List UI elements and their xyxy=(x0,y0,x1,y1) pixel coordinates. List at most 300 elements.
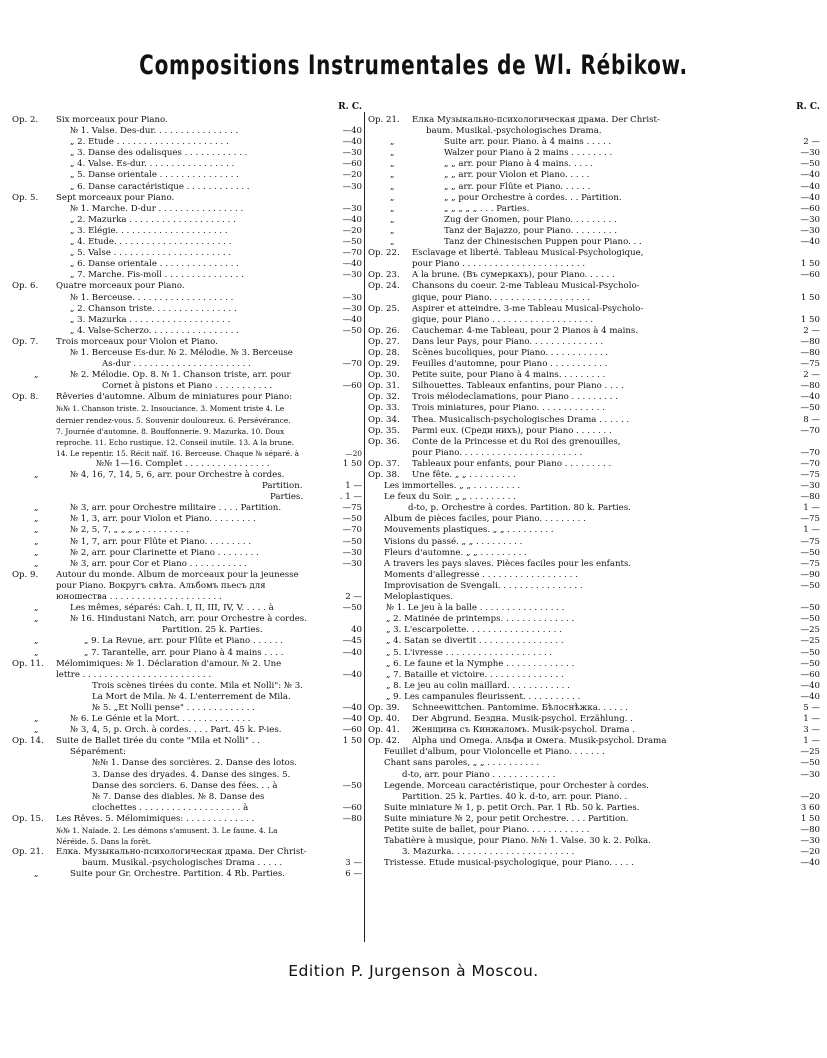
opus-number: Op. 41. xyxy=(368,725,400,736)
catalog-entry xyxy=(368,703,820,714)
entry-price: 1 50 xyxy=(800,314,820,325)
catalog-entry xyxy=(368,825,820,836)
catalog-entry xyxy=(12,259,362,270)
entry-price: —50 xyxy=(800,647,820,658)
entry-price: —30 xyxy=(800,148,820,159)
catalog-entry xyxy=(368,448,820,459)
entry-title: Petite suite, pour Piano à 4 mains. . . . . . . . . xyxy=(412,370,606,381)
opus-number: Op. 32. xyxy=(368,392,400,403)
catalog-entry xyxy=(12,226,362,237)
entry-price: —60 xyxy=(342,159,362,170)
entry-title: Chansons du coeur. 2-me Tableau Musical-Psycholo- xyxy=(412,281,640,292)
entry-price: —70 xyxy=(800,458,820,469)
entry-title: „ 5. L'ivresse . . . . . . . . . . . . . . . . . . . . xyxy=(386,647,553,658)
entry-price: —80 xyxy=(342,813,362,824)
catalog-entry xyxy=(368,503,820,514)
opus-number: Op. 30. xyxy=(368,370,400,381)
entry-title: reproche. 11. Echo rustique. 12. Conseil inutile. 13. A la brune. xyxy=(56,437,295,447)
opus-number: Op. 6. xyxy=(12,281,39,292)
entry-price: —20 xyxy=(342,225,362,236)
entry-title: Séparément: xyxy=(70,747,126,758)
catalog-entry xyxy=(368,481,820,492)
catalog-entry xyxy=(12,170,362,181)
catalog-entry xyxy=(368,603,820,614)
opus-number: Op. 11. xyxy=(12,658,44,669)
entry-price: —50 xyxy=(800,580,820,591)
catalog-entry xyxy=(12,603,362,614)
entry-price: —30 xyxy=(342,558,362,569)
catalog-entry xyxy=(368,226,820,237)
publisher-footer: Edition P. Jurgenson à Moscou. xyxy=(288,962,539,980)
entry-title: № 1. Berceuse. . . . . . . . . . . . . . . . . . . xyxy=(70,292,234,303)
catalog-entry xyxy=(368,348,820,359)
catalog-entry xyxy=(12,248,362,259)
catalog-entry xyxy=(12,703,362,714)
entry-title: baum. Musikal.-psychologisches Drama . . . . . xyxy=(82,858,283,869)
catalog-entry xyxy=(368,581,820,592)
opus-number: „ xyxy=(34,525,39,536)
entry-title: „ 3. L'escarpolette. . . . . . . . . . . . . . . . . . xyxy=(386,625,562,636)
entry-price: 1 — xyxy=(803,736,820,747)
opus-number: „ xyxy=(390,159,395,170)
catalog-entry xyxy=(368,326,820,337)
entry-price: —75 xyxy=(800,558,820,569)
catalog-entry xyxy=(368,592,820,603)
catalog-entry xyxy=(368,204,820,215)
catalog-entry xyxy=(12,670,362,681)
catalog-entry xyxy=(12,803,362,814)
catalog-entry xyxy=(368,215,820,226)
entry-price: 2 — xyxy=(345,592,362,603)
opus-number: „ xyxy=(34,558,39,569)
opus-number: „ xyxy=(34,714,39,725)
entry-price: —40 xyxy=(342,669,362,680)
catalog-entry xyxy=(368,781,820,792)
entry-price: —50 xyxy=(342,536,362,547)
entry-price: 5 — xyxy=(803,702,820,713)
catalog-entry xyxy=(12,281,362,292)
entry-price: —80 xyxy=(800,825,820,835)
entry-title: Cauchemar. 4-me Tableau, pour 2 Pianos à 4 mains. xyxy=(412,325,639,336)
entry-title: Mélomimiques: № 1. Déclaration d'amour. № 2. Une xyxy=(56,658,282,669)
entry-title: gique, pour Piano. . . . . . . . . . . . . . . . . . . xyxy=(412,292,591,303)
catalog-entry xyxy=(368,259,820,270)
entry-title: Tristesse. Etude musical-psychologique, pour Piano. . . . . xyxy=(384,858,634,869)
catalog-entry xyxy=(12,503,362,514)
entry-title: Sept morceaux pour Piano. xyxy=(56,192,175,203)
catalog-entry xyxy=(12,659,362,670)
entry-title: Feuilles d'automne, pour Piano . . . . . . . . . . . xyxy=(412,359,608,370)
entry-price: —50 xyxy=(342,325,362,336)
entry-title: „ 5. Valse . . . . . . . . . . . . . . . . . . . . . . xyxy=(70,248,232,259)
entry-title: „ 6. Danse orientale . . . . . . . . . . . . . . . xyxy=(70,259,239,270)
catalog-entry xyxy=(368,193,820,204)
catalog-entry xyxy=(368,736,820,747)
catalog-entry xyxy=(368,692,820,703)
catalog-entry xyxy=(12,437,362,448)
catalog-entry xyxy=(368,337,820,348)
entry-title: Schneewittchen. Pantomime. Бѣлоснѣжка. . . . . . xyxy=(412,702,628,713)
catalog-entry xyxy=(12,426,362,437)
catalog-entry xyxy=(12,359,362,370)
catalog-entry xyxy=(12,681,362,692)
catalog-entry xyxy=(368,636,820,647)
opus-number: Op. 36. xyxy=(368,436,400,447)
catalog-entry xyxy=(12,570,362,581)
entry-title: №№ 1. Naïade. 2. Les démons s'amusent. 3. Le faune. 4. La xyxy=(56,826,278,835)
entry-title: № 3, 4, 5, p. Orch. à cordes. . . . Part. 45 k. P-ies. xyxy=(70,725,282,736)
entry-price: —25 xyxy=(800,625,820,636)
catalog-entry xyxy=(368,182,820,193)
entry-title: „ 9. Les campanules fleurissent. . . . . . . . . . . xyxy=(386,691,581,702)
opus-number: Op. 29. xyxy=(368,359,400,370)
entry-price: —50 xyxy=(800,603,820,614)
entry-price: —40 xyxy=(342,702,362,713)
entry-title: Esclavage et liberté. Tableau Musical-Psychologique, xyxy=(412,248,644,259)
entry-title: Fleurs d'automne. „ „ . . . . . . . . . xyxy=(384,547,527,558)
entry-title: „ 7. Tarantelle, arr. pour Piano à 4 mains . . . . xyxy=(84,647,284,658)
catalog-entry xyxy=(368,148,820,159)
opus-number: „ xyxy=(390,170,395,181)
entry-title: Trois mélodeclamations, pour Piano . . . . . . . . . xyxy=(412,392,618,403)
entry-title: „ 4. Valse-Scherzo. . . . . . . . . . . . . . . . . xyxy=(70,325,239,336)
opus-number: „ xyxy=(34,470,39,480)
entry-title: Visions du passé. „ „ . . . . . . . . . xyxy=(384,536,523,547)
opus-number: Op. 31. xyxy=(368,381,400,392)
catalog-entry xyxy=(368,525,820,536)
catalog-entry xyxy=(368,359,820,370)
entry-title: „ „ arr. pour Piano à 4 mains. . . . . xyxy=(444,159,593,170)
catalog-entry xyxy=(12,348,362,359)
catalog-entry xyxy=(12,625,362,636)
opus-number: Op. 26. xyxy=(368,325,400,336)
catalog-entry xyxy=(12,692,362,703)
catalog-entry xyxy=(12,459,362,470)
opus-number: „ xyxy=(390,237,395,248)
catalog-entry xyxy=(368,248,820,259)
entry-title: baum. Musikal.-psychologisches Drama. xyxy=(426,126,602,137)
entry-title: № 2. Mélodie. Op. 8. № 1. Chanson triste, arr. pour xyxy=(70,370,291,381)
column-divider xyxy=(364,112,365,942)
catalog-entry xyxy=(12,648,362,659)
entry-price: —50 xyxy=(800,547,820,558)
catalog-entry xyxy=(368,836,820,847)
entry-price: —30 xyxy=(342,203,362,214)
entry-price: —30 xyxy=(800,225,820,236)
catalog-entry xyxy=(12,326,362,337)
entry-price: —70 xyxy=(342,248,362,259)
entry-price: —40 xyxy=(800,192,820,203)
opus-number: „ xyxy=(390,203,395,214)
entry-title: Ёлка Музыкально-психологическая драма. Der Christ- xyxy=(412,115,660,125)
catalog-entry xyxy=(12,293,362,304)
entry-title: „ „ arr. pour Flûte et Piano. . . . . . xyxy=(444,181,591,192)
entry-title: № 1. Berceuse Es-dur. № 2. Mélodie. № 3. Berceuse xyxy=(70,347,293,358)
entry-title: № 1. Valse. Des-dur. . . . . . . . . . . . . . . . xyxy=(70,126,239,137)
entry-title: Tabatière à musique, pour Piano. №№ 1. Valse. 30 k. 2. Polka. xyxy=(384,836,651,847)
entry-title: clochettes . . . . . . . . . . . . . . . . . . . à xyxy=(92,802,249,813)
entry-title: „ „ arr. pour Violon et Piano. . . . . xyxy=(444,170,590,181)
entry-price: —40 xyxy=(342,259,362,270)
catalog-entry xyxy=(368,426,820,437)
entry-title: Mouvements plastiques. „ „ . . . . . . . . . xyxy=(384,525,554,536)
entry-title: Женщина съ Кинжаломъ. Musik-psychol. Drama . xyxy=(412,725,635,736)
entry-price: —30 xyxy=(800,769,820,780)
catalog-entry xyxy=(368,681,820,692)
entry-price: 1 — xyxy=(345,481,362,492)
catalog-entry xyxy=(12,714,362,725)
catalog-entry xyxy=(12,270,362,281)
catalog-entry xyxy=(12,869,362,880)
catalog-entry xyxy=(12,792,362,803)
entry-price: —30 xyxy=(342,181,362,192)
entry-price: —40 xyxy=(342,126,362,137)
entry-price: —60 xyxy=(342,725,362,736)
entry-title: Trois scènes tirées du conte. Mila et Nolli": № 3. xyxy=(92,680,303,691)
entry-title: Alpha und Omega. Альфа и Омега. Musik-psychol. Drama xyxy=(412,736,667,747)
catalog-entry xyxy=(12,636,362,647)
opus-number: „ xyxy=(34,370,39,381)
opus-number: Op. 33. xyxy=(368,403,400,414)
entry-price: —80 xyxy=(800,336,820,347)
catalog-entry xyxy=(12,836,362,847)
entry-price: —40 xyxy=(800,237,820,248)
entry-title: „ 4. Etude. . . . . . . . . . . . . . . . . . . . . . xyxy=(70,237,232,248)
entry-price: —50 xyxy=(800,403,820,414)
catalog-entry xyxy=(12,304,362,315)
entry-price: —80 xyxy=(800,381,820,392)
catalog-entry xyxy=(12,781,362,792)
entry-price: 1 50 xyxy=(342,458,362,469)
entry-title: Silhouettes. Tableaux enfantins, pour Piano . . . . xyxy=(412,381,624,392)
entry-title: Une fête. „ „ . . . . . . . . . xyxy=(412,470,516,480)
entry-price: —45 xyxy=(342,636,362,647)
opus-number: „ xyxy=(34,636,39,647)
entry-title: pour Piano . . . . . . . . . . . . . . . . . . . . . . . xyxy=(412,259,586,270)
opus-number: Op. 5. xyxy=(12,192,39,203)
entry-price: —25 xyxy=(800,747,820,758)
opus-number: „ xyxy=(390,181,395,192)
entry-title: Improvisation de Svengali. . . . . . . . . . . . . . . . xyxy=(384,580,583,591)
catalog-entry xyxy=(12,115,362,126)
entry-title: Cornet à pistons et Piano . . . . . . . . . . . xyxy=(102,381,273,392)
entry-title: Ёлка. Музыкально-психологическая драма. Der Christ- xyxy=(56,847,307,858)
catalog-entry xyxy=(12,559,362,570)
catalog-entry xyxy=(368,614,820,625)
catalog-entry xyxy=(368,492,820,503)
entry-title: „ „ pour Orchestre à cordes. . . Partition. xyxy=(444,192,622,203)
entry-price: —80 xyxy=(800,347,820,358)
catalog-entry xyxy=(368,514,820,525)
entry-price: —25 xyxy=(800,636,820,647)
entry-price: —50 xyxy=(800,758,820,769)
catalog-entry xyxy=(368,792,820,803)
entry-price: —50 xyxy=(800,658,820,669)
entry-title: „ 2. Chanson triste. . . . . . . . . . . . . . . . xyxy=(70,303,237,314)
catalog-entry xyxy=(12,237,362,248)
entry-title: A la brune. (Въ сумеркахъ), pour Piano. . . . . . xyxy=(412,270,615,281)
entry-price: —30 xyxy=(342,148,362,159)
entry-title: 14. Le repentir. 15. Récit naïf. 16. Berceuse. Chaque № séparé. à xyxy=(56,448,300,458)
entry-price: —30 xyxy=(800,836,820,847)
opus-number: Op. 21. xyxy=(12,847,44,858)
entry-title: „ 2. Mazurka . . . . . . . . . . . . . . . . . . . . xyxy=(70,214,236,225)
catalog-entry xyxy=(12,193,362,204)
entry-price: —30 xyxy=(800,481,820,492)
catalog-entry xyxy=(12,847,362,858)
opus-number: Op. 9. xyxy=(12,569,39,580)
catalog-entry xyxy=(12,137,362,148)
entry-price: —70 xyxy=(800,425,820,436)
entry-title: № 16. Hindustani Natch, arr. pour Orchestre à cordes. xyxy=(70,614,307,625)
catalog-entry xyxy=(368,115,820,126)
opus-number: Op. 15. xyxy=(12,813,44,824)
entry-title: Trois morceaux pour Violon et Piano. xyxy=(56,336,218,347)
entry-price: 3 — xyxy=(803,725,820,736)
opus-number: Op. 27. xyxy=(368,336,400,347)
entry-price: —60 xyxy=(800,203,820,214)
opus-number: „ xyxy=(34,647,39,658)
entry-title: Les Rêves. 5. Mélomimiques: . . . . . . . . . . . . . xyxy=(56,813,255,824)
entry-price: —40 xyxy=(342,647,362,658)
catalog-entry xyxy=(12,204,362,215)
entry-title: № 1, 3, arr. pour Violon et Piano. . . . . . . . . xyxy=(70,514,256,525)
entry-title: № 2, arr. pour Clarinette et Piano . . . . . . . . xyxy=(70,547,259,558)
catalog-entry xyxy=(368,304,820,315)
entry-title: № 1. Marche. D-dur . . . . . . . . . . . . . . . . xyxy=(70,203,244,214)
opus-number: Op. 42. xyxy=(368,736,400,747)
entry-title: 3. Danse des dryades. 4. Danse des singes. 5. xyxy=(92,769,291,780)
opus-number: „ xyxy=(34,725,39,736)
entry-title: Legende. Morceau caractéristique, pour Orchester à cordes. xyxy=(384,780,650,791)
entry-title: d-to, arr. pour Piano . . . . . . . . . . . . xyxy=(402,769,556,780)
entry-price: —50 xyxy=(342,514,362,525)
entry-title: „ 5. Danse orientale . . . . . . . . . . . . . . . xyxy=(70,170,239,181)
left-entries xyxy=(12,115,362,880)
opus-number: „ xyxy=(34,503,39,514)
entry-title: lettre . . . . . . . . . . . . . . . . . . . . . . . . xyxy=(56,669,212,680)
entry-title: „ 8. Le jeu au colin maillard. . . . . . . . . . . . xyxy=(386,680,570,691)
opus-number: „ xyxy=(390,148,395,159)
entry-price: —80 xyxy=(800,492,820,503)
catalog-entry xyxy=(368,858,820,869)
entry-title: Album de pièces faciles, pour Piano. . . . . . . . . xyxy=(384,514,586,525)
entry-title: Walzer pour Piano à 2 mains . . . . . . . . xyxy=(444,148,613,159)
catalog-entry xyxy=(12,392,362,403)
opus-number: Op. 37. xyxy=(368,458,400,469)
entry-price: 2 — xyxy=(803,370,820,381)
catalog-entry xyxy=(12,537,362,548)
catalog-entry xyxy=(12,448,362,459)
catalog-entry xyxy=(368,415,820,426)
catalog-entry xyxy=(12,758,362,769)
entry-price: —50 xyxy=(342,780,362,791)
catalog-entry xyxy=(368,570,820,581)
catalog-entry xyxy=(368,670,820,681)
opus-number: Op. 2. xyxy=(12,115,39,125)
opus-number: Op. 39. xyxy=(368,702,400,713)
entry-title: № 3, arr. pour Orchestre militaire . . . . Partition. xyxy=(70,503,282,514)
entry-title: Zug der Gnomen, pour Piano. . . . . . . . . xyxy=(444,214,617,225)
entry-title: Les mêmes, séparés: Cah. I, II, III, IV, V. . . . . à xyxy=(70,603,274,614)
catalog-entry xyxy=(12,337,362,348)
catalog-entry xyxy=(368,814,820,825)
entry-title: Tanz der Bajazzo, pour Piano. . . . . . . . . xyxy=(444,225,618,236)
catalog-entry xyxy=(12,415,362,426)
catalog-entry xyxy=(12,315,362,326)
catalog-left-column xyxy=(12,102,362,880)
entry-price: —20 xyxy=(800,847,820,858)
catalog-entry xyxy=(368,714,820,725)
entry-price: —40 xyxy=(342,214,362,225)
entry-price: 3 60 xyxy=(800,802,820,813)
catalog-entry xyxy=(368,293,820,304)
entry-price: —75 xyxy=(342,503,362,514)
entry-title: Moments d'allegresse . . . . . . . . . . . . . . . . . . xyxy=(384,569,578,580)
opus-number: „ xyxy=(390,192,395,203)
catalog-entry xyxy=(12,592,362,603)
opus-number: „ xyxy=(34,869,39,880)
catalog-entry xyxy=(12,182,362,193)
entry-title: Der Abgrund. Бездна. Musik-psychol. Erzählung. . xyxy=(412,714,633,725)
opus-number: Op. 8. xyxy=(12,392,39,403)
entry-title: Néréide. 5. Dans la forêt. xyxy=(56,837,152,847)
entry-title: № 1. Le jeu à la balle . . . . . . . . . . . . . . . . xyxy=(386,603,565,614)
catalog-entry xyxy=(368,559,820,570)
entry-title: № 7. Danse des diables. № 8. Danse des xyxy=(92,791,265,802)
catalog-entry xyxy=(12,548,362,559)
entry-price: —75 xyxy=(800,359,820,370)
catalog-entry xyxy=(368,803,820,814)
entry-price: —40 xyxy=(342,137,362,148)
catalog-entry xyxy=(368,625,820,636)
opus-number: Op. 28. xyxy=(368,347,400,358)
entry-title: юношества . . . . . . . . . . . . . . . . . . . . . xyxy=(56,592,222,603)
entry-price: 1 — xyxy=(803,503,820,514)
entry-title: Partition. xyxy=(262,481,303,492)
entry-title: „ 2. Etude . . . . . . . . . . . . . . . . . . . . . xyxy=(70,137,229,148)
catalog-entry xyxy=(12,215,362,226)
entry-title: № 6. Le Génie et la Mort. . . . . . . . . . . . . . xyxy=(70,714,251,725)
entry-price: —30 xyxy=(342,547,362,558)
entry-title: Six morceaux pour Piano. xyxy=(56,115,168,125)
catalog-entry xyxy=(12,736,362,747)
entry-price: 1 50 xyxy=(800,292,820,303)
entry-title: pour Piano. . . . . . . . . . . . . . . . . . . . . . . xyxy=(412,447,583,458)
entry-price: —30 xyxy=(342,292,362,303)
entry-title: pour Piano. Вокругъ свѣта. Альбомъ пьесъ для xyxy=(56,580,266,591)
entry-title: A travers les pays slaves. Pièces faciles pour les enfants. xyxy=(384,558,632,569)
entry-title: Thea. Musicalisch-psychologisches Drama . . . . . . xyxy=(412,414,630,425)
catalog-entry xyxy=(12,770,362,781)
entry-price: —75 xyxy=(800,514,820,525)
entry-title: Parties. xyxy=(270,492,304,503)
entry-title: Aspirer et atteindre. 3-me Tableau Musical-Psycholo- xyxy=(412,303,644,314)
entry-price: 1 50 xyxy=(342,736,362,747)
entry-title: „ 9. La Revue, arr. pour Flûte et Piano . . . . . . xyxy=(84,636,284,647)
entry-price: —20 xyxy=(342,170,362,181)
opus-number: Op. 14. xyxy=(12,736,44,747)
entry-price: 2 — xyxy=(803,137,820,148)
entry-price: 8 — xyxy=(803,414,820,425)
opus-number: Op. 24. xyxy=(368,281,400,292)
opus-number: Op. 25. xyxy=(368,303,400,314)
entry-price: —40 xyxy=(800,691,820,702)
opus-number: Op. 7. xyxy=(12,336,39,347)
entry-title: As-dur . . . . . . . . . . . . . . . . . . . . . . xyxy=(102,359,251,370)
entry-price: —50 xyxy=(800,159,820,170)
entry-title: „ 4. Valse. Es-dur. . . . . . . . . . . . . . . . . xyxy=(70,159,235,170)
